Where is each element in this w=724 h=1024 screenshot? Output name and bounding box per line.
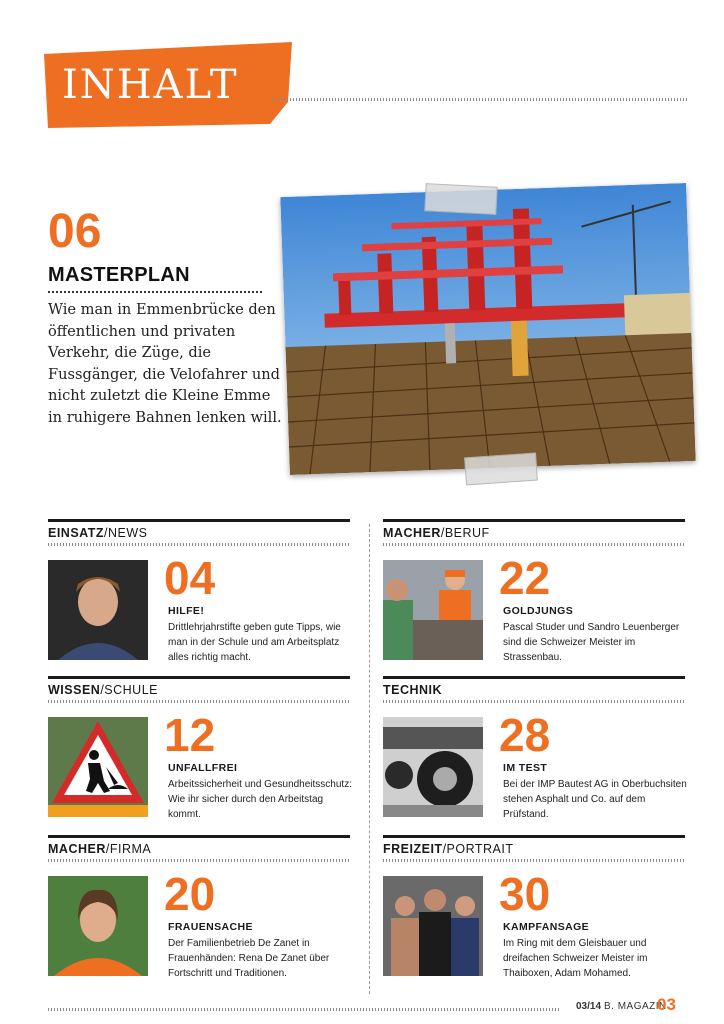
section-page-number: 04	[164, 552, 216, 604]
section-thumbnail	[383, 876, 483, 976]
section-subcategory: /PORTRAIT	[442, 842, 514, 856]
section-subcategory: /FIRMA	[105, 842, 152, 856]
section-einsatz-news	[48, 519, 350, 669]
photo-tape-top	[424, 183, 497, 215]
footer-issue: 03/14	[576, 1001, 602, 1012]
section-entry-description: Im Ring mit dem Gleisbauer und dreifachen Schweizer Meister im Thaiboxen, Adam Mohamed.	[503, 938, 648, 979]
woman-portrait-photo	[48, 876, 148, 976]
footer-magazine-name: B. MAGAZIN	[604, 1001, 667, 1012]
section-page-number: 30	[499, 868, 551, 920]
section-entry-description: Pascal Studer und Sandro Leuenberger sind die Schweizer Meister im Strassenbau.	[503, 622, 680, 663]
section-heading	[383, 526, 685, 540]
feature-title: MASTERPLAN	[48, 264, 190, 286]
section-rule	[383, 676, 685, 679]
section-category: EINSATZ	[48, 526, 105, 540]
section-page-number: 22	[499, 552, 551, 604]
portrait-photo	[48, 560, 148, 660]
workers-photo	[383, 560, 483, 660]
section-thumbnail	[48, 876, 148, 976]
section-category: MACHER	[383, 526, 441, 540]
section-entry-description: Arbeitssicherheit und Gesundheitsschutz: Wie ihr sicher durch den Arbeitstag kommt.	[168, 779, 352, 820]
footer-hatch	[48, 1008, 560, 1011]
section-heading	[383, 842, 685, 856]
section-hatch	[48, 543, 350, 546]
section-rule	[48, 519, 350, 522]
feature-dotted-rule	[48, 291, 264, 293]
column-divider	[369, 524, 370, 994]
construction-site-photo	[280, 183, 695, 475]
section-category: TECHNIK	[383, 683, 443, 697]
section-rule	[383, 835, 685, 838]
section-entry-title: FRAUENSACHE	[168, 921, 253, 933]
section-entry-description: Bei der IMP Bautest AG in Oberbuchsiten stehen Asphalt und Co. auf dem Prüfstand.	[503, 779, 687, 820]
section-entry-title: HILFE!	[168, 605, 205, 617]
section-hatch	[48, 859, 350, 862]
section-subcategory: /BERUF	[440, 526, 490, 540]
section-thumbnail	[48, 560, 148, 660]
section-page-number: 12	[164, 709, 216, 761]
section-entry-title: GOLDJUNGS	[503, 605, 574, 617]
section-heading	[48, 526, 350, 540]
section-entry-title: KAMPFANSAGE	[503, 921, 590, 933]
section-thumbnail	[383, 717, 483, 817]
section-rule	[48, 835, 350, 838]
header-divider	[272, 98, 687, 101]
section-entry-description: Drittlehrjahrstifte geben gute Tipps, wie man in der Schule und am Arbeitsplatz alles richtig macht.	[168, 622, 341, 663]
section-heading	[48, 842, 350, 856]
section-entry-description: Der Familienbetrieb De Zanet in Frauenhänden: Rena De Zanet über Fortschritt und Traditionen.	[168, 938, 330, 979]
section-thumbnail	[383, 560, 483, 660]
section-rule	[383, 519, 685, 522]
section-hatch	[48, 700, 350, 703]
section-page-number: 20	[164, 868, 216, 920]
footer-page-number: 03	[657, 995, 676, 1014]
section-category: FREIZEIT	[383, 842, 443, 856]
section-category: WISSEN	[48, 683, 101, 697]
section-macher-firma	[48, 835, 350, 985]
warning-sign-photo	[48, 717, 148, 817]
photo-tape-bottom	[464, 453, 538, 486]
page-title: INHALT	[62, 62, 239, 108]
section-subcategory: /SCHULE	[100, 683, 158, 697]
test-machine-photo	[383, 717, 483, 817]
section-thumbnail	[48, 717, 148, 817]
boxers-photo	[383, 876, 483, 976]
feature-photo	[280, 183, 695, 475]
section-page-number: 28	[499, 709, 551, 761]
feature-page-number: 06	[48, 205, 102, 258]
section-entry-title: UNFALLFREI	[168, 762, 238, 774]
section-category: MACHER	[48, 842, 106, 856]
section-wissen-schule	[48, 676, 350, 826]
section-freizeit-portrait	[383, 835, 685, 985]
section-technik	[383, 676, 685, 826]
section-entry-title: IM TEST	[503, 762, 548, 774]
section-hatch	[383, 543, 685, 546]
section-subcategory: /NEWS	[104, 526, 148, 540]
section-heading	[383, 683, 685, 697]
section-rule	[48, 676, 350, 679]
section-heading	[48, 683, 350, 697]
section-hatch	[383, 859, 685, 862]
section-hatch	[383, 700, 685, 703]
section-macher-beruf	[383, 519, 685, 669]
feature-text: Wie man in Emmenbrücke den öffentlichen und privaten Verkehr, die Züge, die Fussgänger, die Velofahrer und nicht zuletzt die Kleine Emme in ruhigere Bahnen lenken will.	[48, 301, 282, 426]
